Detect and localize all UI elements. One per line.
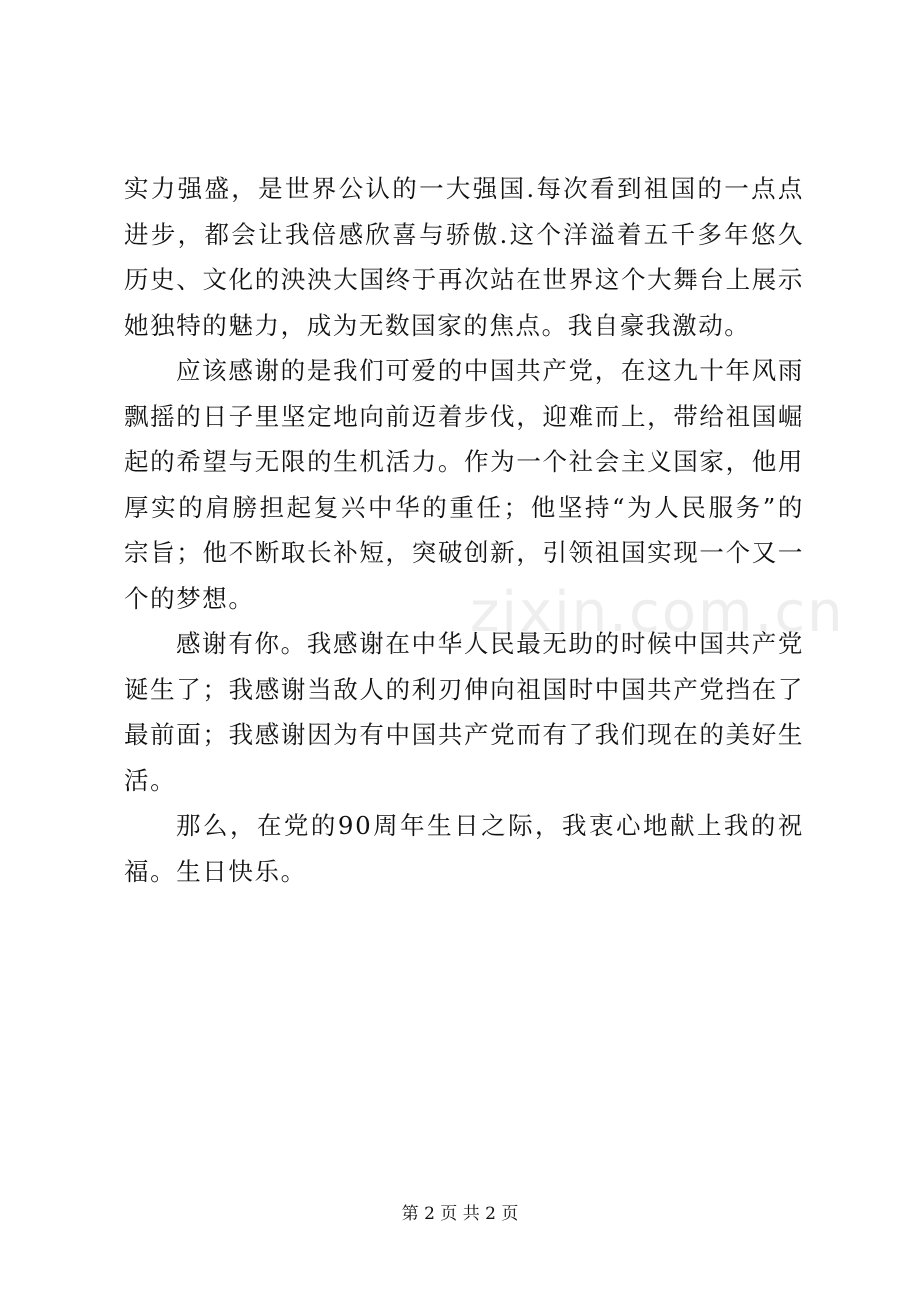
paragraph-3: 感谢有你。我感谢在中华人民最无助的时候中国共产党诞生了；我感谢当敌人的利刃伸向祖国时中国共产党挡在了最前面；我感谢因为有中国共产党而有了我们现在的美好生活。 [124, 629, 804, 795]
document-body [124, 166, 804, 894]
paragraph-2: 应该感谢的是我们可爱的中国共产党，在这九十年风雨飘摇的日子里坚定地向前迈着步伐，迎难而上，带给祖国崛起的希望与无限的生机活力。作为一个社会主义国家，他用厚实的肩膀担起复兴中华的重任；他坚持“为人民服务”的宗旨；他不断取长补短，突破创新，引领祖国实现一个又一个的梦想。 [124, 356, 804, 613]
page-footer: 第 2 页 共 2 页 [401, 1204, 519, 1224]
watermark: zixin.com.cn [470, 580, 845, 645]
paragraph-1: 实力强盛，是世界公认的一大强国.每次看到祖国的一点点进步，都会让我倍感欣喜与骄傲.这个洋溢着五千多年悠久历史、文化的泱泱大国终于再次站在世界这个大舞台上展示她独特的魅力，成为无数国家的焦点。我自豪我激动。 [124, 174, 804, 340]
paragraph-4: 那么，在党的90周年生日之际，我衷心地献上我的祝福。生日快乐。 [124, 811, 804, 886]
